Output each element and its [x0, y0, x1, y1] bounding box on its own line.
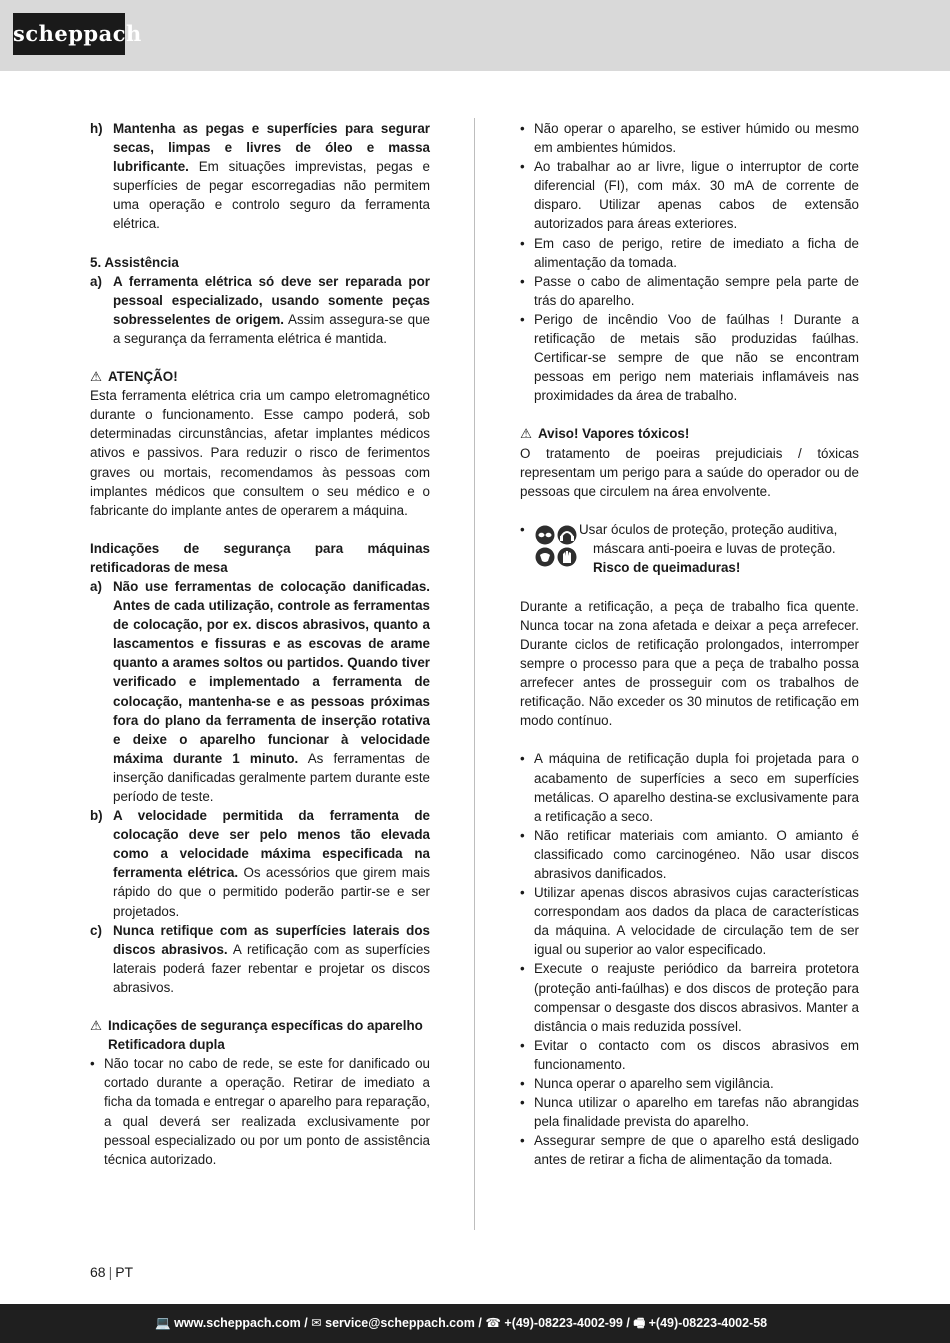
body-text: Os acessórios que girem mais rápido do que o permitido poderão partir-se e ser projetados. — [113, 865, 430, 919]
bullet-item — [520, 1093, 859, 1131]
fax-icon: 🖷 — [633, 1316, 646, 1330]
bullet-marker: • — [90, 1056, 95, 1072]
bullet-text: Não operar o aparelho, se estiver húmido ou mesmo em ambientes húmidos. — [534, 121, 859, 156]
right-column — [520, 119, 859, 1170]
goggles-icon — [536, 525, 555, 544]
bullet-text: Perigo de incêndio Voo de faúlhas ! Durante a retificação de metais são produzidas faúlhas. Certificar-se sempre de que não se encontram pessoas em perigo nem materiais inflamáveis nas proximidades da área de trabalho. — [534, 311, 859, 404]
bullet-item — [90, 1054, 430, 1169]
bullet-marker: • — [520, 273, 525, 289]
bullet-marker: • — [520, 121, 525, 136]
bullet-text: Utilizar apenas discos abrasivos cujas características correspondam aos dados da placa de características da máquina. A velocidade de circulação tem de ser igual ou superior ao valor especificado. — [534, 885, 859, 958]
list-item-bench-a — [90, 577, 430, 806]
burn-risk-text: Risco de queimaduras! — [593, 559, 741, 575]
bullet-marker: • — [520, 1037, 525, 1053]
list-marker: h) — [90, 121, 103, 136]
bullet-marker: • — [520, 1076, 525, 1092]
bullet-text: A máquina de retificação dupla foi projetada para o acabamento de superfícies a seco em superfícies metálicas. O aparelho destina-se exclusivamente para a retificação a seco. — [534, 751, 859, 824]
specific-safety-heading — [90, 1016, 430, 1054]
bullet-text: Em caso de perigo, retire de imediato a ficha de alimentação da tomada. — [534, 235, 859, 270]
specific-safety-title: Indicações de segurança específicas do aparelho Retificadora dupla — [108, 1018, 423, 1053]
section-title-assistance: 5. Assistência — [90, 254, 179, 270]
bullet-marker: • — [520, 885, 525, 901]
email-icon: ✉ — [311, 1316, 322, 1330]
ear-protection-icon — [558, 525, 577, 544]
bullet-marker: • — [520, 521, 525, 537]
bullet-marker: • — [520, 1133, 525, 1149]
bold-text: A ferramenta elétrica só deve ser reparada por pessoal especializado, usando somente peças sobresselentes de origem. — [113, 273, 430, 327]
body-text: Em situações imprevistas, pegas e superfícies de pegar escorregadias não permitem uma operação e controlo seguro da ferramenta elétrica. — [113, 159, 430, 232]
language-code: PT — [115, 1264, 134, 1280]
contact-footer: 💻 www.scheppach.com / ✉ service@scheppach.com / ☎ +(49)-08223-4002-99 / 🖷 +(49)-08223-4002-58 — [0, 1304, 950, 1343]
bullet-item — [520, 1131, 859, 1169]
bullet-item — [520, 119, 859, 157]
ppe-line-1: Usar óculos de proteção, proteção auditiva, — [579, 521, 838, 537]
bold-text: Mantenha as pegas e superfícies para segurar secas, limpas e livres de óleo e massa lubrificante. — [113, 121, 430, 175]
attention-text: Esta ferramenta elétrica cria um campo eletromagnético durante o funcionamento. Esse campo poderá, sob determinadas circunstâncias, afetar implantes médicos ativos e passivos. Para reduzir o risco de ferimentos graves ou mortais, recomendamos às pessoas com implantes médicos que consultem o seu médico e o fabricante do implante antes de operarem a máquina. — [90, 388, 430, 518]
bullet-item — [520, 959, 859, 1035]
bold-text: Não use ferramentas de colocação danificadas. Antes de cada utilização, controle as ferramentas de colocação, por ex. discos abrasivos, quanto a lascamentos e fissuras e as escovas de arame quanto a arames soltos ou partidos. Quando tiver verificado e implementado a ferramenta de colocação, mantenha-se e as pessoas próximas fora do plano da ferramenta de inserção rotativa e deixe o aparelho funcionar à velocidade máxima durante 1 minuto. — [113, 578, 430, 766]
bullet-item — [520, 1036, 859, 1074]
phone-icon: ☎ — [485, 1316, 501, 1330]
fax-number: +(49)-08223-4002-58 — [648, 1316, 768, 1330]
bullet-item — [520, 157, 859, 233]
warning-icon: ⚠ — [520, 426, 533, 442]
bullet-text: Não tocar no cabo de rede, se este for danificado ou cortado durante a operação. Retirar de imediato a ficha da tomada e entregar o aparelho para reparação, a qual deverá ser realizada exclusivamente por pessoal especializado ou por um ponto de assistência técnica autorizado. — [104, 1056, 430, 1167]
body-text: Assim assegura-se que a segurança da ferramenta elétrica é mantida. — [113, 311, 430, 346]
list-item-bench-c — [90, 921, 430, 997]
toxic-vapors-heading — [520, 424, 859, 443]
page-number: 68 — [90, 1264, 106, 1280]
brand-logo: scheppach — [13, 13, 125, 55]
list-marker: a) — [90, 578, 102, 594]
list-item-bench-b — [90, 806, 430, 921]
bullet-text: Não retificar materiais com amianto. O amianto é classificado como carcinogéneo. Não usar discos abrasivos danificados. — [534, 827, 859, 881]
bullet-marker: • — [520, 235, 525, 251]
toxic-vapors-text: O tratamento de poeiras prejudiciais / tóxicas representam um perigo para a saúde do operador ou de pessoas que circulem na área envolvente. — [520, 445, 859, 499]
bullet-marker: • — [520, 311, 525, 327]
warning-icon: ⚠ — [90, 369, 103, 385]
bullet-item — [520, 749, 859, 825]
list-item-h — [90, 119, 430, 234]
bold-text: A velocidade permitida da ferramenta de colocação deve ser pelo menos tão elevada como a velocidade máxima especificada na ferramenta elétrica. — [113, 808, 430, 881]
bullet-item — [520, 234, 859, 272]
bullet-marker: • — [520, 1095, 525, 1111]
bench-grinder-title: Indicações de segurança para máquinas retificadoras de mesa — [90, 540, 430, 575]
ppe-line-2: máscara anti-poeira e luvas de proteção. — [593, 540, 836, 556]
bullet-marker: • — [520, 751, 525, 767]
list-item-5a — [90, 272, 430, 348]
attention-heading — [90, 367, 430, 386]
ppe-bullet — [520, 520, 859, 578]
body-text: A retificação com as superfícies laterais poderá fazer rebentar e projetar os discos abrasivos. — [113, 941, 431, 995]
column-divider — [474, 118, 475, 1230]
bullet-item — [520, 272, 859, 310]
grinding-heat-text: Durante a retificação, a peça de trabalho fica quente. Nunca tocar na zona afetada e deixar a peça arrefecer. Durante ciclos de retificação prolongados, interromper sempre o processo para que a peça de trabalho possa arrefecer antes de prosseguir com os trabalhos de retificação. Não exceder os 30 minutos de retificação em modo contínuo. — [520, 598, 859, 729]
bullet-item — [520, 826, 859, 883]
list-marker: c) — [90, 922, 102, 938]
ppe-text — [579, 520, 861, 577]
page-header — [0, 0, 950, 71]
bullet-text: Nunca operar o aparelho sem vigilância. — [534, 1076, 774, 1092]
bullet-marker: • — [520, 159, 525, 175]
page-separator: | — [108, 1264, 113, 1280]
warning-icon: ⚠ — [90, 1018, 103, 1034]
list-marker: a) — [90, 273, 102, 289]
bullet-item — [520, 883, 859, 959]
website-link[interactable]: www.scheppach.com — [174, 1316, 301, 1330]
bullet-text: Passe o cabo de alimentação sempre pela parte de trás do aparelho. — [534, 273, 859, 308]
phone-number: +(49)-08223-4002-99 — [504, 1316, 623, 1330]
bullet-text: Ao trabalhar ao ar livre, ligue o interruptor de corte diferencial (FI), com máx. 30 mA de corrente de disparo. Utilizar apenas cabos de extensão autorizados para áreas exteriores. — [534, 159, 859, 232]
body-text: As ferramentas de inserção danificadas geralmente partem durante este período de teste. — [113, 750, 431, 804]
ppe-icons — [534, 524, 578, 568]
list-marker: b) — [90, 808, 103, 824]
email-link[interactable]: service@scheppach.com — [325, 1316, 475, 1330]
bullet-text: Nunca utilizar o aparelho em tarefas não abrangidas pela finalidade prevista do aparelho. — [534, 1095, 859, 1130]
bullet-item — [520, 310, 859, 405]
bullet-text: Execute o reajuste periódico da barreira protetora (proteção anti-faúlhas) e dos discos de proteção para compensar o desgaste dos discos abrasivos. Manter a distância o mais reduzida possível. — [534, 961, 859, 1034]
bullet-marker: • — [520, 961, 525, 977]
bullet-text: Evitar o contacto com os discos abrasivos em funcionamento. — [534, 1037, 859, 1072]
toxic-vapors-title: Aviso! Vapores tóxicos! — [538, 426, 690, 442]
bullet-text: Assegurar sempre de que o aparelho está desligado antes de retirar a ficha de alimentação da tomada. — [534, 1133, 859, 1168]
left-column — [90, 119, 430, 1169]
bullet-item — [520, 1074, 859, 1093]
computer-icon: 💻 — [155, 1316, 171, 1330]
attention-title: ATENÇÃO! — [108, 369, 178, 385]
bullet-marker: • — [520, 827, 525, 843]
page-number-label — [90, 1264, 133, 1280]
bold-text: Nunca retifique com as superfícies laterais dos discos abrasivos. — [113, 922, 430, 957]
